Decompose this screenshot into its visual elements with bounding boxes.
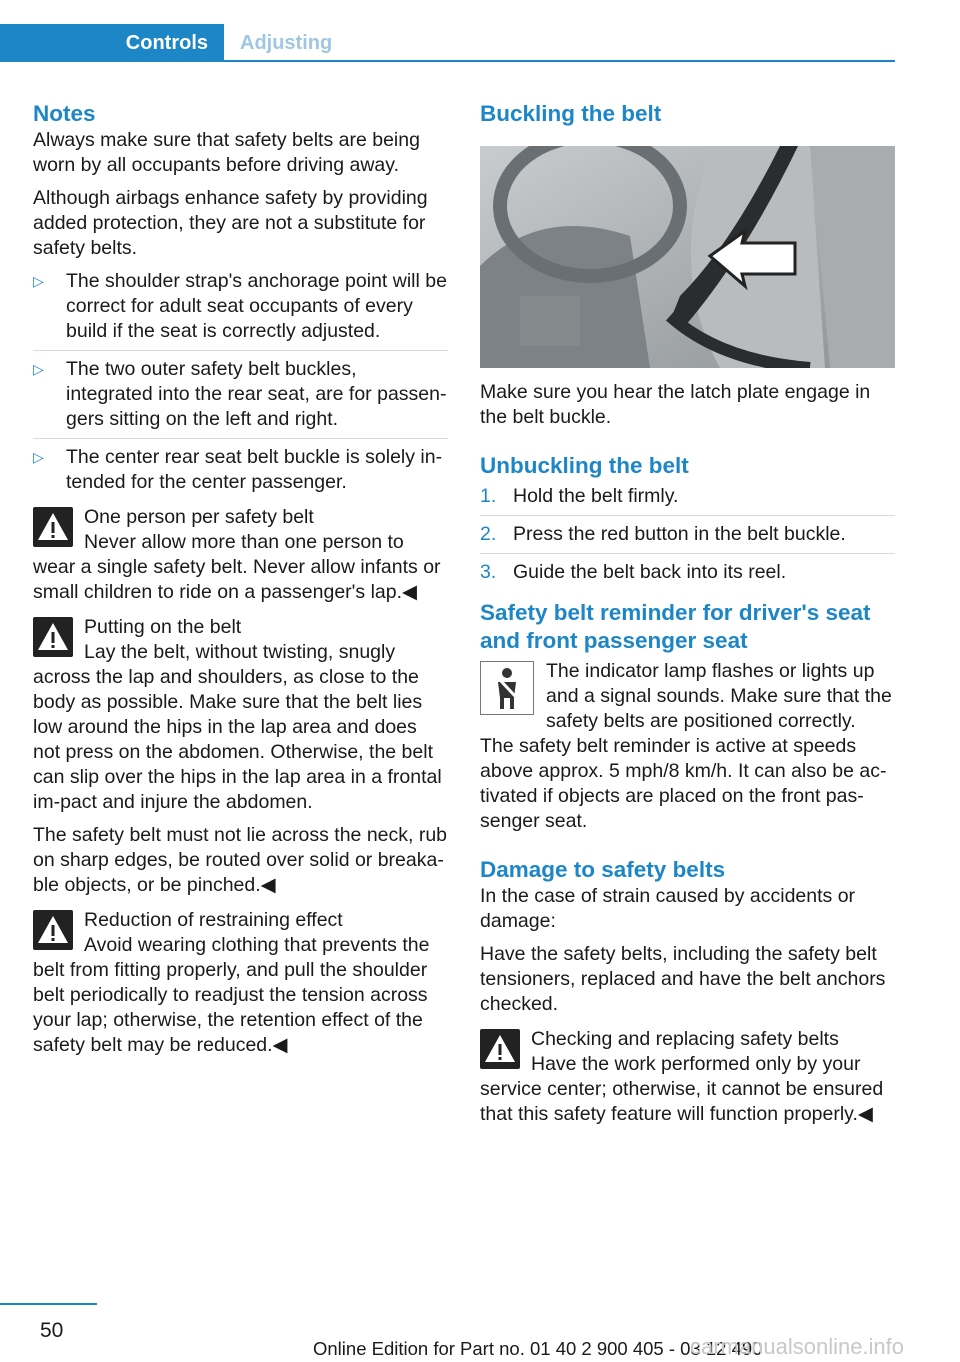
- footer-rule: [0, 1303, 97, 1305]
- warning-text-2: The safety belt must not lie across the neck, rub on sharp edges, be routed over solid or breaka‐ble objects, or be pinched.◀: [33, 824, 448, 896]
- step-number: 2.: [480, 523, 497, 545]
- damage-paragraph-2: Have the safety belts, including the safety belt tensioners, replaced and have the belt anchors checked.: [480, 943, 886, 1015]
- triangle-bullet-icon: ▷: [33, 449, 44, 465]
- step-number: 3.: [480, 561, 497, 583]
- left-column: [33, 100, 448, 1058]
- warning-restraining: [33, 908, 448, 1058]
- notes-heading: Notes: [33, 101, 96, 126]
- seatbelt-indicator-icon: [480, 661, 534, 715]
- warning-triangle-icon: [33, 910, 73, 950]
- buckling-heading: Buckling the belt: [480, 101, 662, 126]
- buckling-text: Make sure you hear the latch plate engage in the belt buckle.: [480, 381, 871, 428]
- notes-bullet-list: [33, 269, 448, 495]
- list-item-text: The shoulder strap's anchorage point will be correct for adult seat occupants of every build if the seat is correctly adjusted.: [66, 270, 447, 342]
- right-column: [480, 100, 895, 1127]
- step-text: Hold the belt firmly.: [513, 485, 679, 507]
- reminder-block: [480, 659, 895, 834]
- list-item: [480, 515, 895, 547]
- seat-belt-photo: [480, 146, 895, 368]
- edition-text: Online Edition for Part no. 01 40 2 900 405 - 03 12 490: [313, 1338, 763, 1359]
- warning-triangle-icon: [33, 617, 73, 657]
- list-item: [480, 484, 895, 509]
- warning-title: One person per safety belt: [84, 506, 314, 528]
- warning-body: Lay the belt, without twisting, snugly across the lap and shoulders, as close to the body as possible. Make sure that the belt lies low around the hips in the lap area and does not press on the abdomen. Otherwise, the belt can slip over the hips in the lap area in a frontal im‐pact and injure the abdomen.: [33, 641, 442, 813]
- list-item: [33, 350, 448, 432]
- list-item: [480, 553, 895, 585]
- page-number: 50: [40, 1319, 64, 1342]
- notes-paragraph-1: Always make sure that safety belts are being worn by all occupants before driving away.: [33, 129, 420, 176]
- list-item-text: The center rear seat belt buckle is solely in‐tended for the center passenger.: [66, 446, 443, 493]
- warning-title: Checking and replacing safety belts: [531, 1028, 839, 1050]
- step-number: 1.: [480, 485, 497, 507]
- list-item-text: The two outer safety belt buckles, integrated into the rear seat, are for passen‐gers sitting on the left and right.: [66, 358, 447, 430]
- warning-triangle-icon: [33, 507, 73, 547]
- warning-putting-on: [33, 615, 448, 898]
- warning-one-person: [33, 505, 448, 605]
- reminder-text: The indicator lamp flashes or lights up and a signal sounds. Make sure that the safety belts are positioned correctly.: [546, 660, 892, 732]
- warning-body: Never allow more than one person to wear a single safety belt. Never allow infants or small children to ride on a passenger's lap.◀: [33, 531, 441, 603]
- triangle-bullet-icon: ▷: [33, 273, 44, 289]
- reminder-heading: Safety belt reminder for driver's seat and front passenger seat: [480, 600, 871, 653]
- page-header: [0, 24, 895, 62]
- step-text: Guide the belt back into its reel.: [513, 561, 787, 583]
- warning-body: Avoid wearing clothing that prevents the belt from fitting properly, and pull the shoulder belt periodically to readjust the tension across your lap; otherwise, the retention effect of the safety belt may be reduced.◀: [33, 934, 430, 1056]
- tab-controls: Controls: [0, 24, 224, 62]
- unbuckling-heading: Unbuckling the belt: [480, 453, 689, 478]
- warning-text: [33, 640, 448, 815]
- damage-paragraph-1: In the case of strain caused by accidents or damage:: [480, 885, 856, 932]
- notes-paragraph-2: Although airbags enhance safety by providing added protection, they are not a substitute for safety belts.: [33, 187, 428, 259]
- header-rule: [0, 60, 895, 62]
- warning-text: [480, 1052, 895, 1127]
- step-text: Press the red button in the belt buckle.: [513, 523, 846, 545]
- unbuckling-steps: [480, 484, 895, 585]
- warning-text: [33, 530, 448, 605]
- warning-triangle-icon: [480, 1029, 520, 1069]
- warning-checking: [480, 1027, 895, 1127]
- tab-adjusting: Adjusting: [240, 32, 333, 54]
- warning-body: Have the work performed only by your service center; otherwise, it cannot be ensured that this safety feature will function properly.◀: [480, 1053, 884, 1125]
- list-item: [33, 438, 448, 495]
- list-item: [33, 269, 448, 344]
- warning-title: Putting on the belt: [84, 616, 242, 638]
- watermark: carmanualsonline.info: [690, 1334, 905, 1359]
- triangle-bullet-icon: ▷: [33, 361, 44, 377]
- reminder-text-2: The safety belt reminder is active at speeds above approx. 5 mph/8 km/h. It can also be ac‐tivated if objects are placed on the front pas‐senger seat.: [480, 735, 887, 832]
- warning-text: [33, 933, 448, 1058]
- damage-heading: Damage to safety belts: [480, 857, 726, 882]
- warning-title: Reduction of restraining effect: [84, 909, 343, 931]
